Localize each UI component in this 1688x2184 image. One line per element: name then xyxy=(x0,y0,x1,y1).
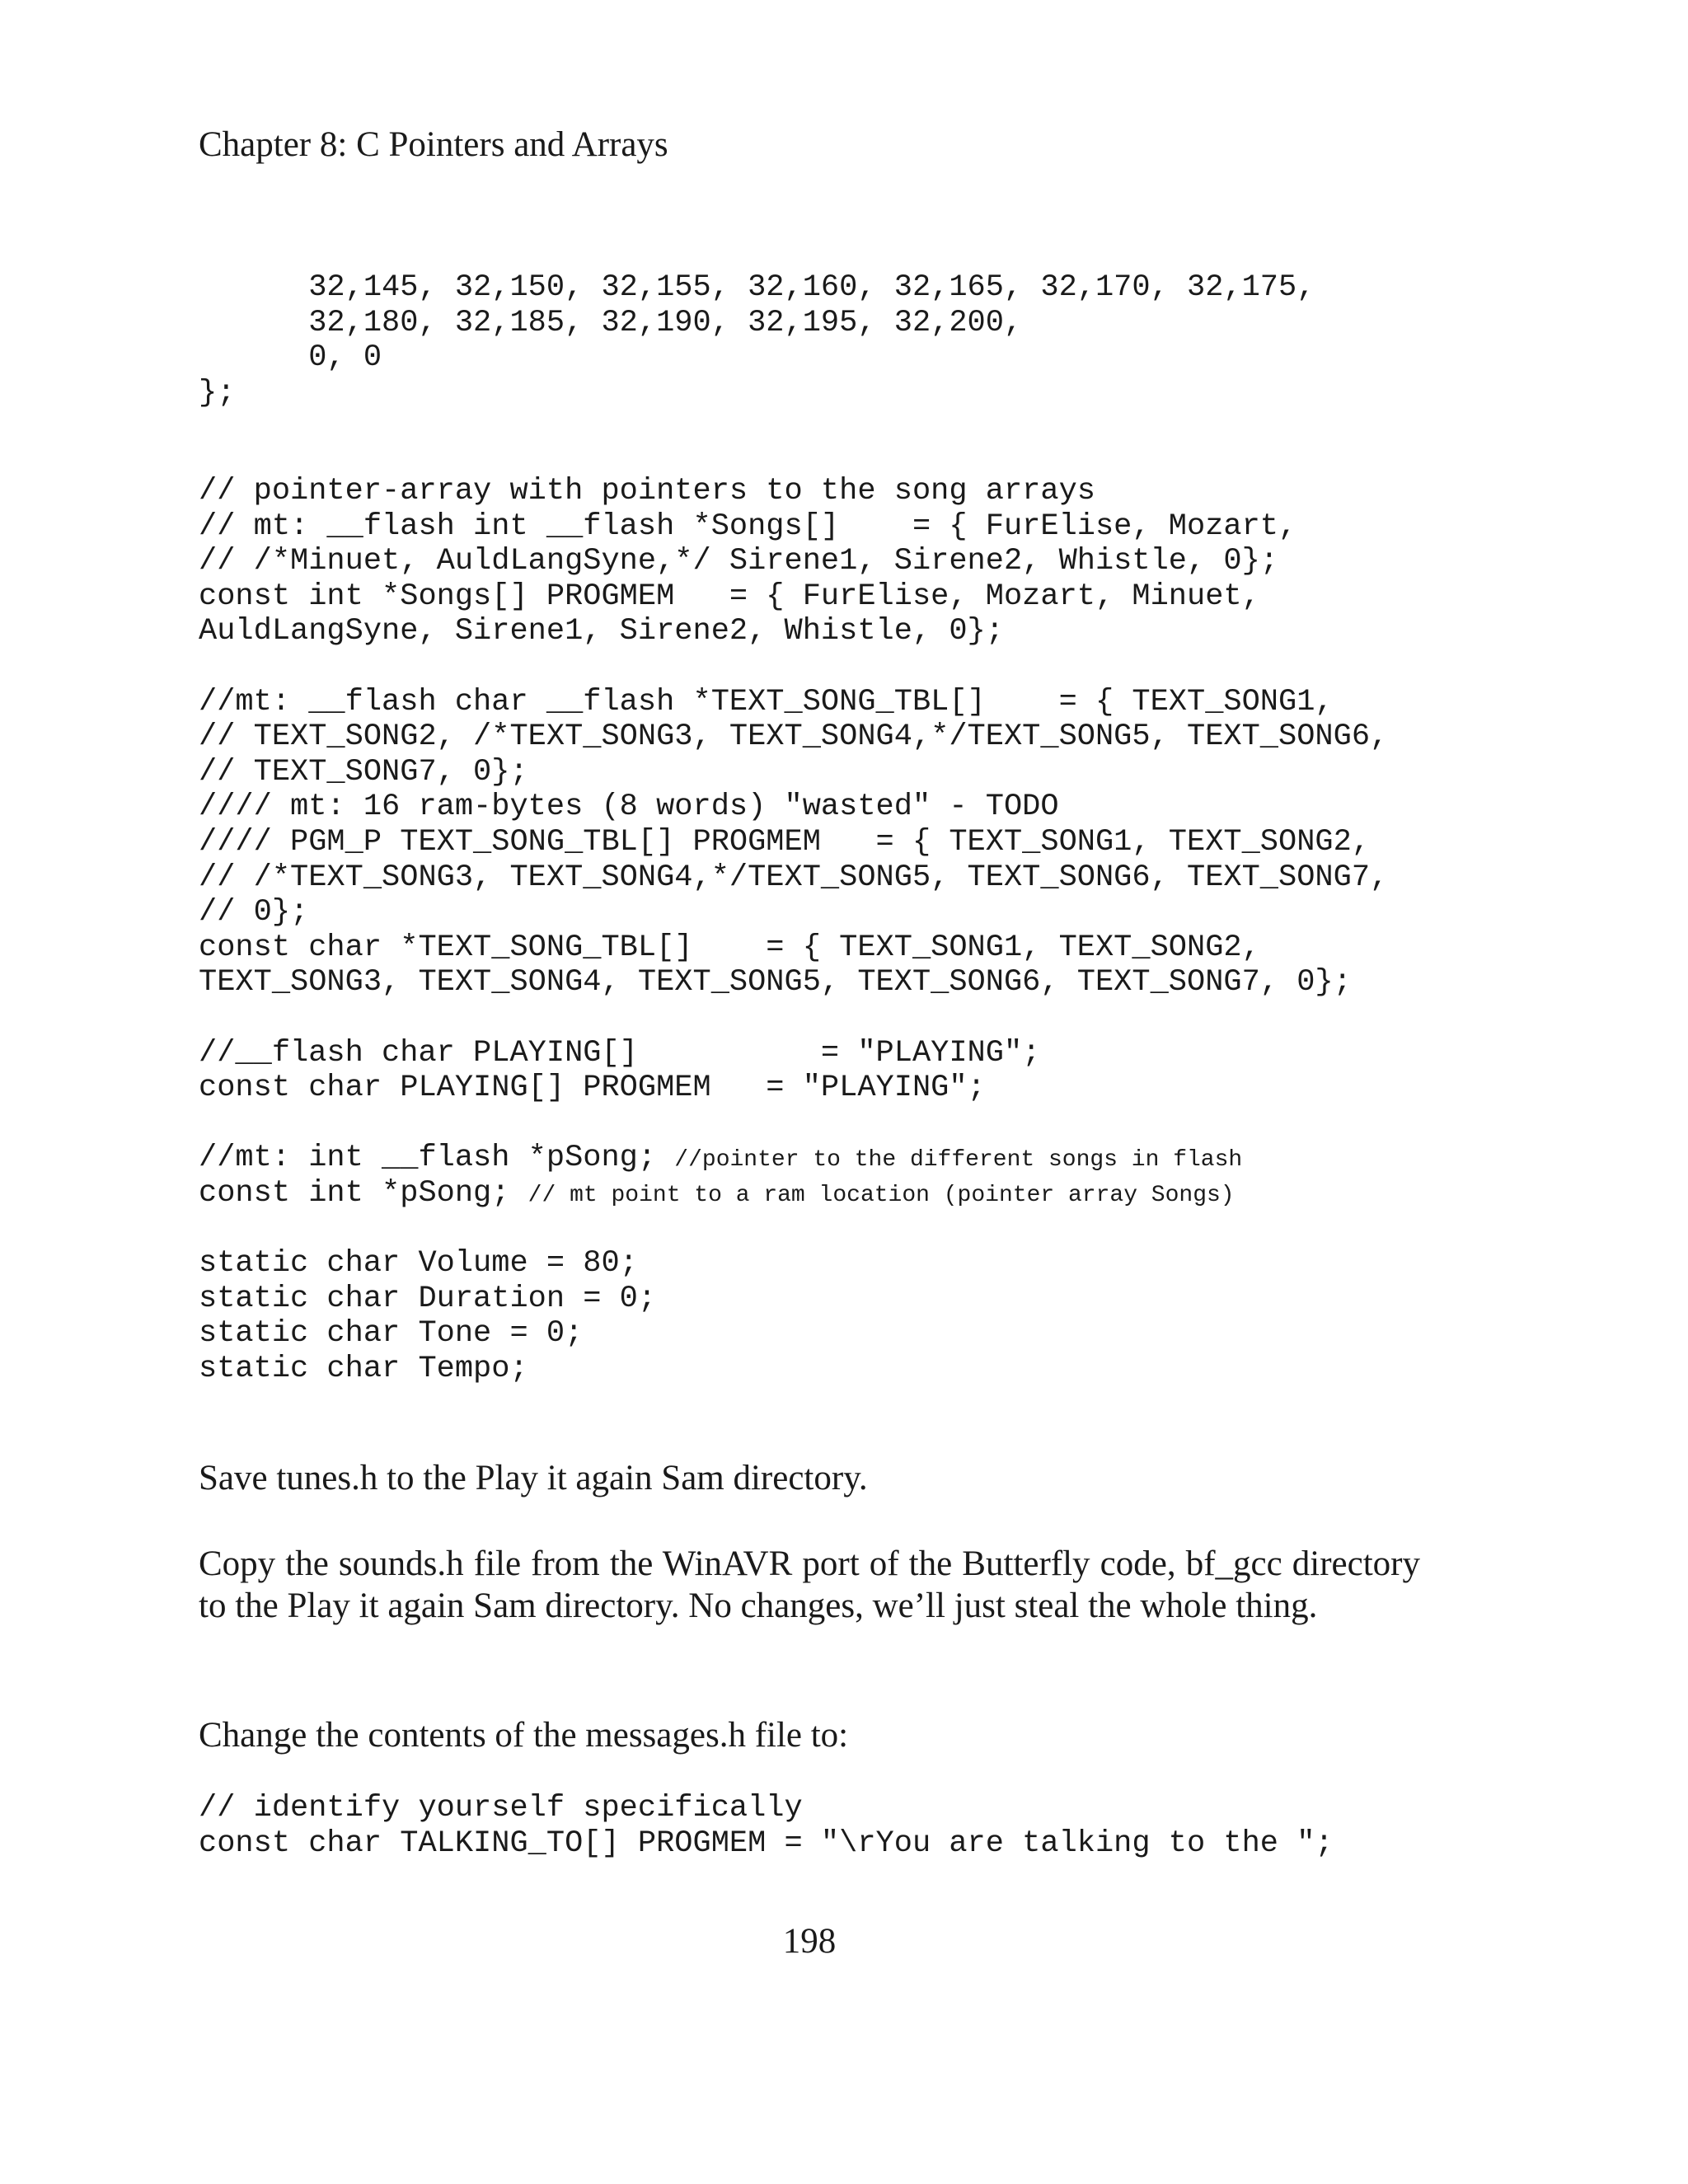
code-line: static char Duration = 0; xyxy=(199,1281,657,1316)
code-block-pointer-arrays xyxy=(199,474,1388,1386)
code-line xyxy=(199,1001,1388,1036)
code-line: // /*TEXT_SONG3, TEXT_SONG4,*/TEXT_SONG5, TEXT_SONG6, TEXT_SONG7, xyxy=(199,860,1389,895)
code-line: // identify yourself specifically xyxy=(199,1791,803,1825)
code-line: // mt: __flash int __flash *Songs[] = { FurElise, Mozart, xyxy=(199,509,1297,544)
code-line: const char TALKING_TO[] PROGMEM = "\rYou are talking to the "; xyxy=(199,1825,1334,1861)
code-line: 32,145, 32,150, 32,155, 32,160, 32,165, 32,170, 32,175, xyxy=(199,270,1315,305)
code-line: // 0}; xyxy=(199,895,309,930)
code-block-messages xyxy=(199,1791,1334,1861)
code-line: static char Volume = 80; xyxy=(199,1246,638,1282)
code-line: }; xyxy=(199,375,236,410)
code-line-psong-mt xyxy=(199,1141,1388,1176)
code-line: TEXT_SONG3, TEXT_SONG4, TEXT_SONG5, TEXT_SONG6, TEXT_SONG7, 0}; xyxy=(199,965,1352,1001)
code-line-psong-const xyxy=(199,1176,1388,1212)
code-line xyxy=(199,649,1388,685)
code-line: static char Tone = 0; xyxy=(199,1316,584,1352)
paragraph-copy-sounds: Copy the sounds.h file from the WinAVR port of the Butterfly code, bf_gcc directory to the Play it again Sam directory. No changes, we’ll just steal the whole thing. xyxy=(199,1544,1420,1625)
code-comment: //pointer to the different songs in flash xyxy=(674,1147,1243,1174)
chapter-title: Chapter 8: C Pointers and Arrays xyxy=(199,125,668,164)
code-line: // TEXT_SONG7, 0}; xyxy=(199,754,528,790)
code-line: 32,180, 32,185, 32,190, 32,195, 32,200, xyxy=(199,305,1023,340)
code-line: const int *Songs[] PROGMEM = { FurElise, Mozart, Minuet, xyxy=(199,579,1260,614)
code-block-array-tail xyxy=(199,270,1315,410)
code-comment: // mt point to a ram location (pointer array Songs) xyxy=(528,1182,1235,1208)
code-line: // pointer-array with pointers to the song arrays xyxy=(199,474,1095,509)
page-number: 198 xyxy=(782,1922,837,1961)
code-line: //// PGM_P TEXT_SONG_TBL[] PROGMEM = { TEXT_SONG1, TEXT_SONG2, xyxy=(199,824,1371,860)
code-text: const int *pSong; xyxy=(199,1175,528,1211)
paragraph-change-messages: Change the contents of the messages.h file to: xyxy=(199,1716,849,1755)
code-text: //mt: int __flash *pSong; xyxy=(199,1141,675,1176)
code-line: 0, 0 xyxy=(199,340,382,376)
code-line: const char PLAYING[] PROGMEM = "PLAYING"; xyxy=(199,1071,986,1106)
code-line: //// mt: 16 ram-bytes (8 words) "wasted" - TODO xyxy=(199,790,1059,825)
code-line: // TEXT_SONG2, /*TEXT_SONG3, TEXT_SONG4,*/TEXT_SONG5, TEXT_SONG6, xyxy=(199,719,1389,755)
code-line: //__flash char PLAYING[] = "PLAYING"; xyxy=(199,1035,1041,1071)
code-line: //mt: __flash char __flash *TEXT_SONG_TBL[] = { TEXT_SONG1, xyxy=(199,684,1334,719)
code-line xyxy=(199,1211,1388,1246)
code-line xyxy=(199,1106,1388,1141)
code-line: const char *TEXT_SONG_TBL[] = { TEXT_SONG1, TEXT_SONG2, xyxy=(199,930,1260,965)
paragraph-save-tunes: Save tunes.h to the Play it again Sam directory. xyxy=(199,1459,868,1497)
code-line: AuldLangSyne, Sirene1, Sirene2, Whistle, 0}; xyxy=(199,614,1004,649)
code-line: static char Tempo; xyxy=(199,1351,528,1386)
code-line: // /*Minuet, AuldLangSyne,*/ Sirene1, Sirene2, Whistle, 0}; xyxy=(199,544,1279,579)
